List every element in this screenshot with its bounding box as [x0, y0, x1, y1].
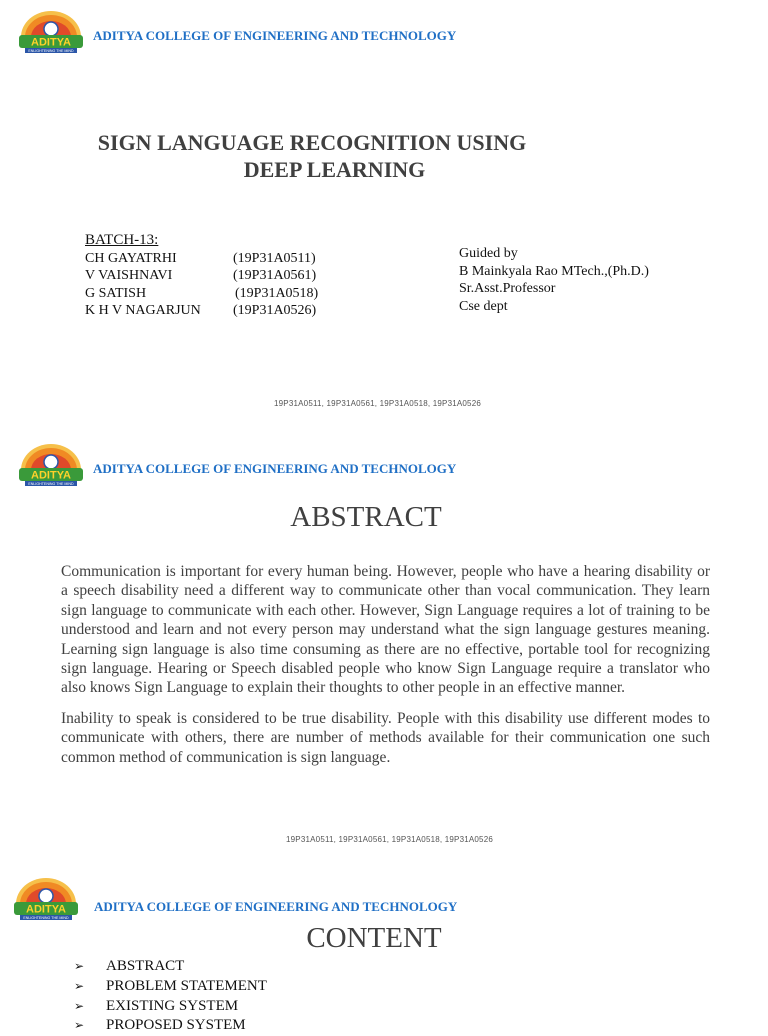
college-logo	[15, 7, 87, 57]
project-title	[62, 129, 562, 183]
svg-text:ADITYA: ADITYA	[31, 36, 71, 49]
list-item	[74, 997, 267, 1017]
guide-department: Cse dept	[459, 298, 508, 314]
batch-members	[85, 232, 318, 320]
guide-info	[459, 245, 649, 315]
member-id: (19P31A0518)	[235, 285, 319, 301]
project-title-line1: SIGN LANGUAGE RECOGNITION USING	[97, 130, 527, 155]
svg-text:ENLIGHTENING THE MIND: ENLIGHTENING THE MIND	[28, 49, 74, 54]
member-name: G SATISH	[85, 285, 147, 301]
member-name: V VAISHNAVI	[85, 268, 173, 283]
abstract-body	[61, 562, 710, 767]
college-logo	[10, 874, 82, 924]
slide-footer: 19P31A0511, 19P31A0561, 19P31A0518, 19P31A0526	[286, 835, 494, 844]
abstract-paragraph: Communication is important for every human being. However, people who have a hearing disability or a speech disability need a different way to communicate other than vocal communication. They learn sign language to communicate with each other. However, Sign Language requires a lot of training to be understood and learn and not every person may understand what the sign language gestures meaning. Learning sign language is also time consuming as there are no effective, portable tool for recognizing sign language. Hearing or Speech disabled people who know Sign Language require a translator who also knows Sign Language to explain their thoughts to other people in an effective manner.	[61, 563, 710, 697]
abstract-paragraph: Inability to speak is considered to be true disability. People with this disability use different modes to communicate with others, there are number of methods available for their communication one such common method of communication is sign language.	[61, 709, 710, 766]
member-row	[85, 250, 318, 268]
arrow-bullet-icon: ➢	[74, 1018, 85, 1033]
arrow-bullet-icon: ➢	[74, 959, 85, 973]
project-title-line2: DEEP LEARNING	[243, 157, 426, 182]
college-name: ADITYA COLLEGE OF ENGINEERING AND TECHNOLOGY	[94, 899, 458, 914]
list-item	[74, 1016, 267, 1036]
guide-name: B Mainkyala Rao MTech.,(Ph.D.)	[459, 263, 649, 279]
member-row	[85, 267, 318, 285]
college-name: ADITYA COLLEGE OF ENGINEERING AND TECHNOLOGY	[93, 28, 457, 43]
slide-footer: 19P31A0511, 19P31A0561, 19P31A0518, 19P31A0526	[274, 399, 482, 408]
member-id: (19P31A0561)	[233, 268, 317, 283]
content-list	[74, 957, 267, 1036]
list-item-label: ABSTRACT	[106, 958, 185, 974]
guide-label: Guided by	[459, 246, 518, 261]
member-id: (19P31A0526)	[233, 303, 317, 318]
svg-text:ADITYA: ADITYA	[26, 903, 66, 916]
guide-designation: Sr.Asst.Professor	[459, 281, 556, 296]
logo-sun-rays	[21, 11, 81, 37]
content-heading: CONTENT	[306, 922, 442, 954]
member-id: (19P31A0511)	[233, 250, 316, 266]
list-item-label: PROBLEM STATEMENT	[106, 977, 267, 994]
svg-text:ENLIGHTENING THE MIND: ENLIGHTENING THE MIND	[28, 482, 74, 487]
svg-text:ADITYA: ADITYA	[31, 469, 71, 482]
arrow-bullet-icon: ➢	[74, 978, 85, 993]
member-name: K H V NAGARJUN	[85, 303, 201, 318]
list-item	[74, 957, 267, 977]
arrow-bullet-icon: ➢	[74, 998, 85, 1013]
list-item-label: EXISTING SYSTEM	[106, 997, 239, 1014]
abstract-heading: ABSTRACT	[290, 501, 442, 533]
list-item	[74, 977, 267, 997]
member-row	[85, 302, 318, 320]
list-item-label: PROPOSED SYSTEM	[106, 1017, 246, 1034]
member-name: CH GAYATRHI	[85, 250, 177, 266]
batch-label: BATCH-13:	[85, 232, 159, 248]
college-name: ADITYA COLLEGE OF ENGINEERING AND TECHNOLOGY	[93, 461, 457, 476]
svg-text:ENLIGHTENING THE MIND: ENLIGHTENING THE MIND	[23, 916, 69, 921]
college-logo	[15, 440, 87, 490]
member-row	[85, 285, 318, 303]
